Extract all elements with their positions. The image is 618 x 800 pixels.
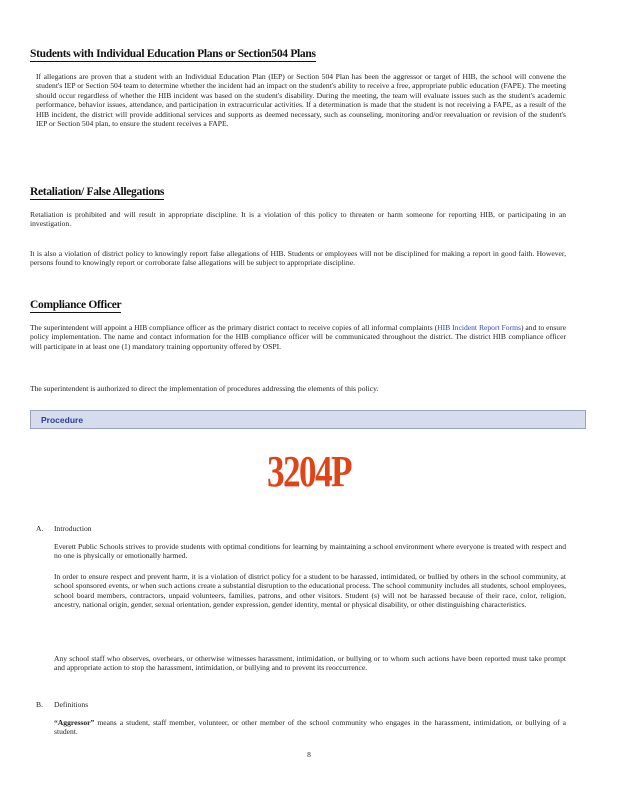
paragraph-compliance-1 (30, 323, 566, 351)
section-b-title: Definitions (54, 700, 89, 709)
paragraph-introduction-1: Everett Public Schools strives to provide students with optimal conditions for learning by maintaining a school environment where everyone is treated with respect and no one is physically or emotionally harmed. (54, 542, 566, 561)
section-a-label: A. (36, 524, 44, 533)
heading-retaliation: Retaliation/ False Allegations (30, 186, 165, 198)
paragraph-introduction-3: Any school staff who observes, overhears, or otherwise witnesses harassment, intimidation, or bullying or to whom such actions have been reported must take prompt and appropriate action to stop the harassment, intimidation, or bullying and to prevent its reoccurrence. (54, 654, 566, 673)
paragraph-compliance-2: The superintendent is authorized to direct the implementation of procedures addressing the elements of this policy. (30, 384, 379, 393)
procedure-bar (30, 410, 586, 429)
compliance-text-a: The superintendent will appoint a HIB compliance officer as the primary district contact to receive copies of all informal complaints ( (30, 323, 438, 332)
paragraph-retaliation-1: Retaliation is prohibited and will result in appropriate discipline. It is a violation of this policy to threaten or harm someone for reporting HIB, or participating in an investigation. (30, 210, 566, 229)
definition-aggressor: means a student, staff member, volunteer, or other member of the school community who engages in the harassment, intimidation, or bullying of a student. (54, 718, 566, 737)
section-a-title: Introduction (54, 524, 92, 533)
section-b-label: B. (36, 700, 43, 709)
section-b-heading (36, 700, 88, 709)
term-aggressor: “Aggressor” (54, 718, 95, 727)
procedure-label: Procedure (41, 415, 84, 425)
hib-incident-report-forms-link[interactable]: HIB Incident Report Forms (437, 323, 521, 332)
paragraph-introduction-2: In order to ensure respect and prevent harm, it is a violation of district policy for a student to be harassed, intimidated, or bullied by others in the school community, at school sponsored events, or when such actions create a substantial disruption to the educational process. The school community includes all students, school employees, school board members, contractors, unpaid volunteers, families, patrons, and other visitors. Student (s) will not be harassed because of their race, color, religion, ancestry, national origin, gender, sexual orientation, gender expression, gender identity, mental or physical disability, or other distinguishing characteristics. (54, 572, 566, 610)
heading-students-iep: Students with Individual Education Plans or Section504 Plans (30, 48, 316, 60)
paragraph-students-iep: If allegations are proven that a student with an Individual Education Plan (IEP) or Section 504 Plan has been the aggressor or target of HIB, the school will convene the student's IEP or Section 504 team to determine whether the incident had an impact on the student's ability to receive a free, appropriate public education (FAPE). The meeting should occur regardless of whether the HIB incident was based on the student's disability. During the meeting, the team will evaluate issues such as the student's academic performance, behavior issues, attendance, and participation in extracurricular activities. If a determination is made that the student is not receiving a FAPE, as a result of the HIB incident, the district will provide additional services and supports as deemed necessary, such as counseling, monitoring and/or reevaluation or revision of the student's IEP or Section 504 plan, to ensure the student receives a FAPE. (36, 72, 566, 129)
heading-compliance-officer: Compliance Officer (30, 299, 122, 311)
compliance-text-b: ) and to ensure policy implementation. The name and contact information for the HIB compliance officer will be communicated throughout the district. The district HIB compliance officer will participate in at least one (1) mandatory training opportunity offered by OSPI. (30, 323, 566, 351)
paragraph-retaliation-2: It is also a violation of district policy to knowingly report false allegations of HIB. Students or employees will not be disciplined for making a report in good faith. However, persons found to knowingly report or corroborate false allegations will be subject to appropriate discipline. (30, 249, 566, 268)
section-a-heading (36, 524, 92, 533)
paragraph-definition-aggressor (54, 718, 566, 737)
procedure-code: 3204P (267, 447, 351, 496)
page-number: 8 (307, 750, 311, 759)
